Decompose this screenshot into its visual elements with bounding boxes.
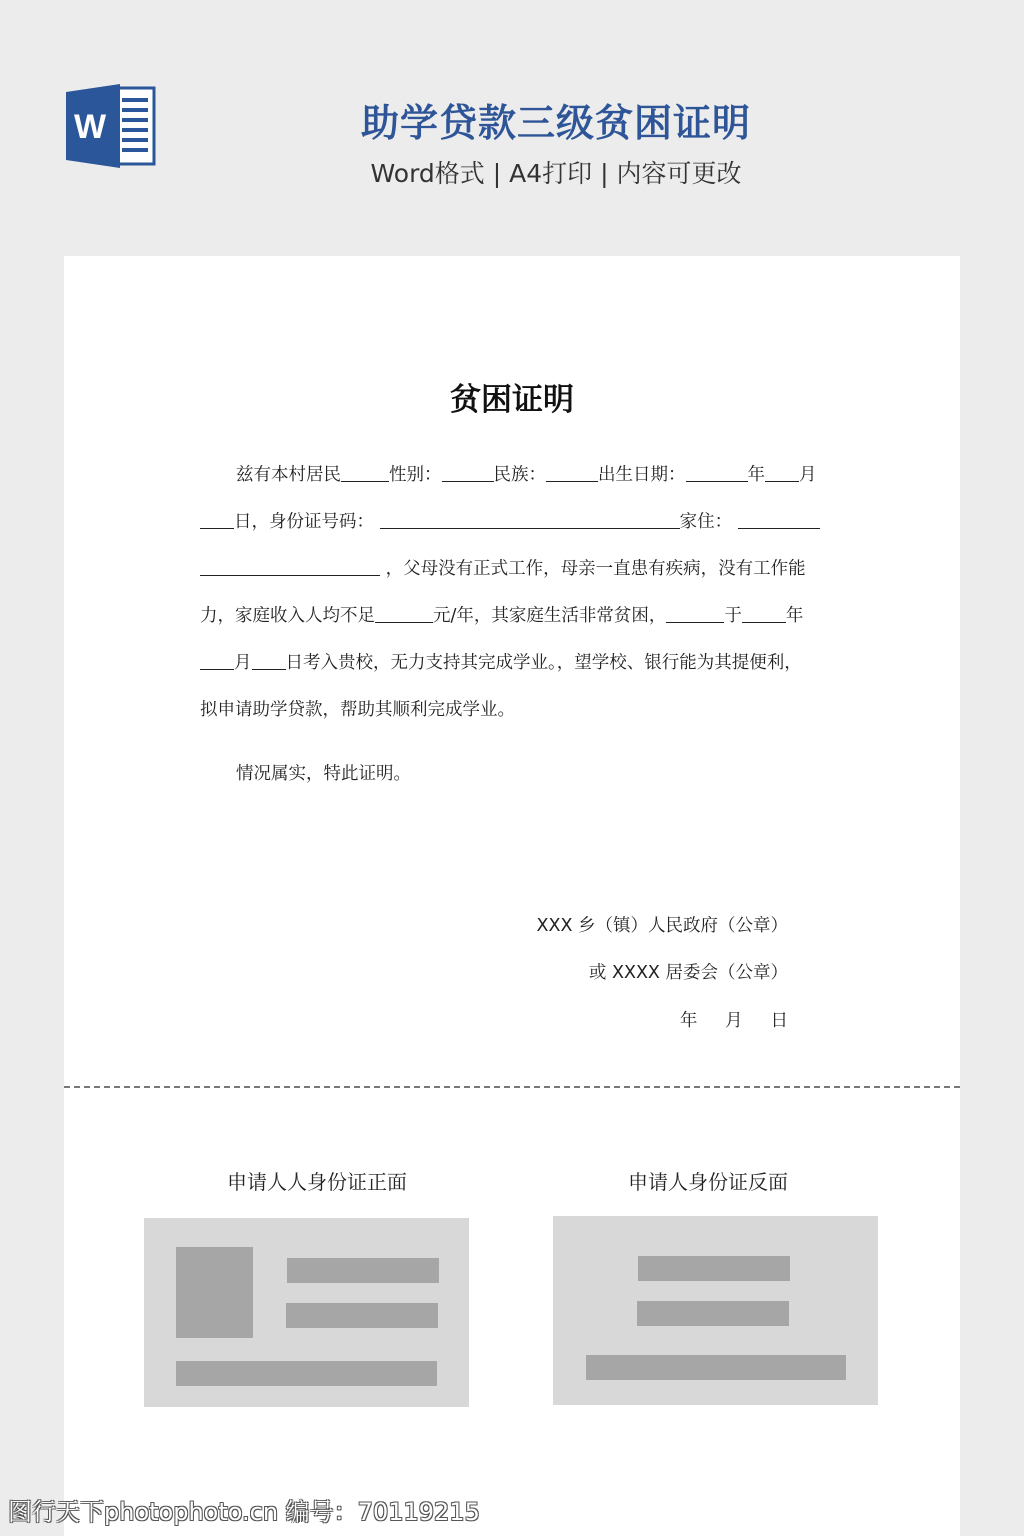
signature-government-seal: XXX 乡（镇）人民政府（公章） [536, 916, 788, 936]
blank-birth-month [765, 464, 799, 482]
blank-birth-day [200, 511, 234, 529]
id-photo-placeholder [176, 1247, 253, 1338]
header-title: 助学贷款三级贫困证明 [360, 101, 751, 145]
signature-date: 年 月 日 [679, 1011, 788, 1031]
body-line-1: 兹有本村居民 性别： 民族： 出生日期： 年 月 [236, 465, 817, 485]
id-card-front-placeholder [144, 1218, 469, 1407]
closing-statement: 情况属实，特此证明。 [236, 764, 411, 784]
blank-income [375, 605, 433, 623]
blank-admit-day [252, 652, 286, 670]
blank-address-1 [738, 511, 820, 529]
document-title: 贫困证明 [450, 382, 574, 418]
blank-name [341, 464, 389, 482]
id-text-placeholder [287, 1258, 439, 1283]
blank-admit-month [200, 652, 234, 670]
blank-admit-name [666, 605, 724, 623]
blank-gender [442, 464, 494, 482]
blank-ethnicity [546, 464, 598, 482]
dashed-divider [64, 1086, 960, 1088]
word-logo-icon [66, 84, 156, 168]
signature-committee-seal: 或 XXXX 居委会（公章） [588, 963, 788, 983]
header-subtitle: Word格式 | A4打印 | 内容可更改 [370, 159, 742, 188]
id-text-placeholder [586, 1355, 846, 1380]
body-line-3: ，父母没有正式工作，母亲一直患有疾病，没有工作能 [200, 546, 828, 593]
watermark-text: 图行天下photophoto.cn 编号：70119215 [8, 1498, 480, 1526]
document-page [64, 256, 960, 1536]
id-front-label: 申请人人身份证正面 [227, 1170, 407, 1194]
body-line-5: 月 日考入贵校，无力支持其完成学业。，望学校、银行能为其提便利， [200, 640, 828, 687]
blank-admit-year [742, 605, 786, 623]
id-text-placeholder [638, 1256, 790, 1281]
blank-birth-year [686, 464, 748, 482]
blank-id-number [380, 511, 680, 529]
id-text-placeholder [286, 1303, 438, 1328]
id-text-placeholder [637, 1301, 789, 1326]
body-line-4: 力，家庭收入人均不足 元/年，其家庭生活非常贫困， 于 年 [200, 606, 804, 626]
certificate-body [200, 452, 828, 734]
id-card-back-placeholder [553, 1216, 878, 1405]
body-line-6: 拟申请助学贷款，帮助其顺利完成学业。 [200, 700, 515, 720]
svg-text:W: W [73, 108, 107, 146]
body-line-2: 日，身份证号码： 家住： [200, 499, 828, 546]
blank-address-2 [200, 558, 380, 576]
id-text-placeholder [176, 1361, 437, 1386]
id-back-label: 申请人身份证反面 [628, 1170, 788, 1194]
